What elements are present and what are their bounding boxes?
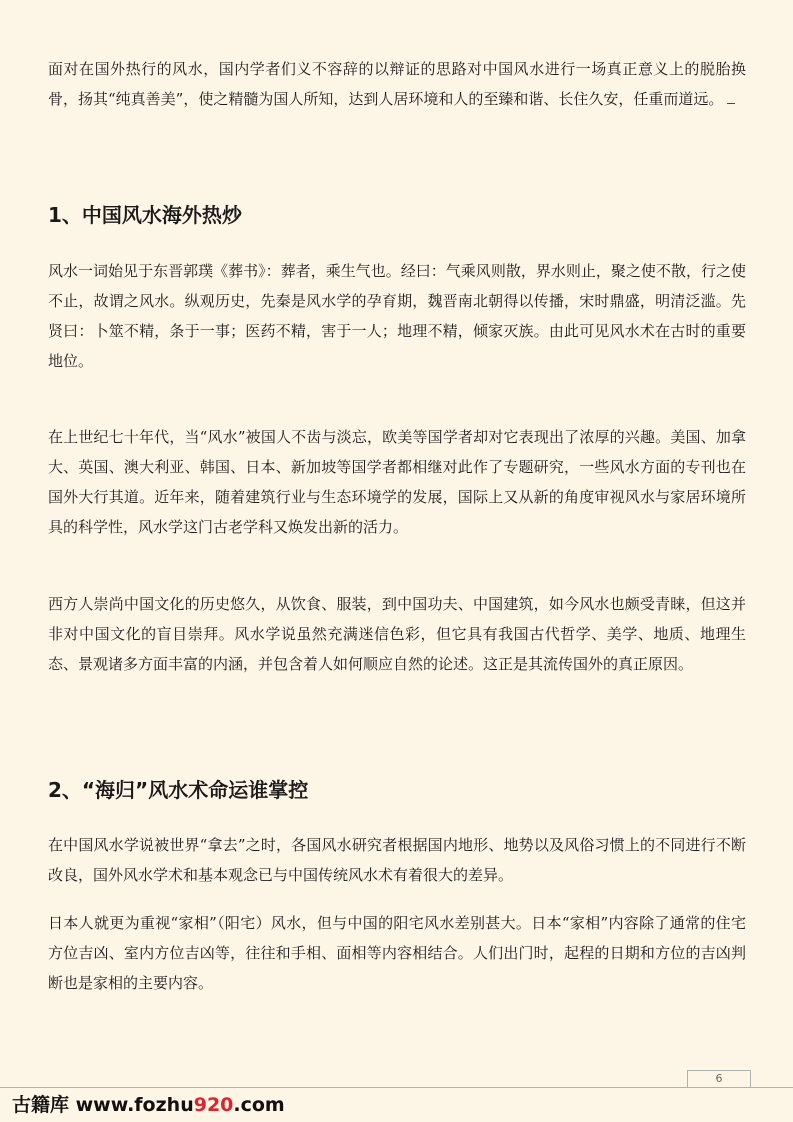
section2-paragraph-2: 日本人就更为重视“家相”（阳宅）风水，但与中国的阳宅风水差别甚大。日本“家相”内容除了通常的住宅方位吉凶、室内方位吉凶等，往往和手相、面相等内容相结合。人们出门时，起程的日期和方位的吉凶判断也是家相的主要内容。 [48,914,746,992]
intro-text: 面对在国外热行的风水，国内学者们义不容辞的以辩证的思路对中国风水进行一场真正意义上的脱胎换骨，扬其“纯真善美”，使之精髓为国人所知，达到人居环境和人的至臻和谐、长住久安，任重而道远。 [48,60,746,108]
section2-paragraph-1: 在中国风水学说被世界“拿去”之时，各国风水研究者根据国内地形、地势以及风俗习惯上的不同进行不断改良，国外风水学术和基本观念已与中国传统风水术有着很大的差异。 [48,836,746,884]
section1-paragraph-1: 风水一词始见于东晋郭璞《葬书》：葬者，乘生气也。经曰：气乘风则散，界水则止，聚之使不散，行之使不止，故谓之风水。纵观历史，先秦是风水学的孕育期，魏晋南北朝得以传播，宋时鼎盛，明清泛滥。先贤曰：卜筮不精，条于一事；医药不精，害于一人；地理不精，倾家灭族。由此可见风水术在古时的重要地位。 [48,262,746,370]
footer-rule-right [687,1087,793,1088]
page-number: 6 [687,1070,751,1087]
section1-paragraph-3: 西方人崇尚中国文化的历史悠久，从饮食、服装，到中国功夫、中国建筑，如今风水也颇受青睐，但这并非对中国文化的盲目崇拜。风水学说虽然充满迷信色彩，但它具有我国古代哲学、美学、地质、地理生态、景观诸多方面丰富的内涵，并包含着人如何顺应自然的论述。这正是其流传国外的真正原因。 [48,595,746,673]
hyperlink-marker[interactable] [727,89,735,104]
intro-paragraph [48,54,746,114]
section-heading-2: 2、“海归”风水术命运谁掌控 [48,778,309,802]
footer-rule [0,1087,687,1088]
watermark-chinese: 古籍库 [12,1094,76,1116]
watermark-site-c: .com [233,1094,285,1116]
section-heading-1: 1、中国风水海外热炒 [48,203,242,227]
watermark-site-b: 920 [193,1094,234,1116]
section1-paragraph-2: 在上世纪七十年代，当“风水”被国人不齿与淡忘，欧美等国学者却对它表现出了浓厚的兴趣。美国、加拿大、英国、澳大利亚、韩国、日本、新加坡等国学者都相继对此作了专题研究，一些风水方面的专刊也在国外大行其道。近年来，随着建筑行业与生态环境学的发展，国际上又从新的角度审视风水与家居环境所具的科学性，风水学这门古老学科又焕发出新的活力。 [48,428,746,536]
watermark-site-a: www.fozhu [75,1094,194,1116]
site-watermark [8,1090,289,1117]
